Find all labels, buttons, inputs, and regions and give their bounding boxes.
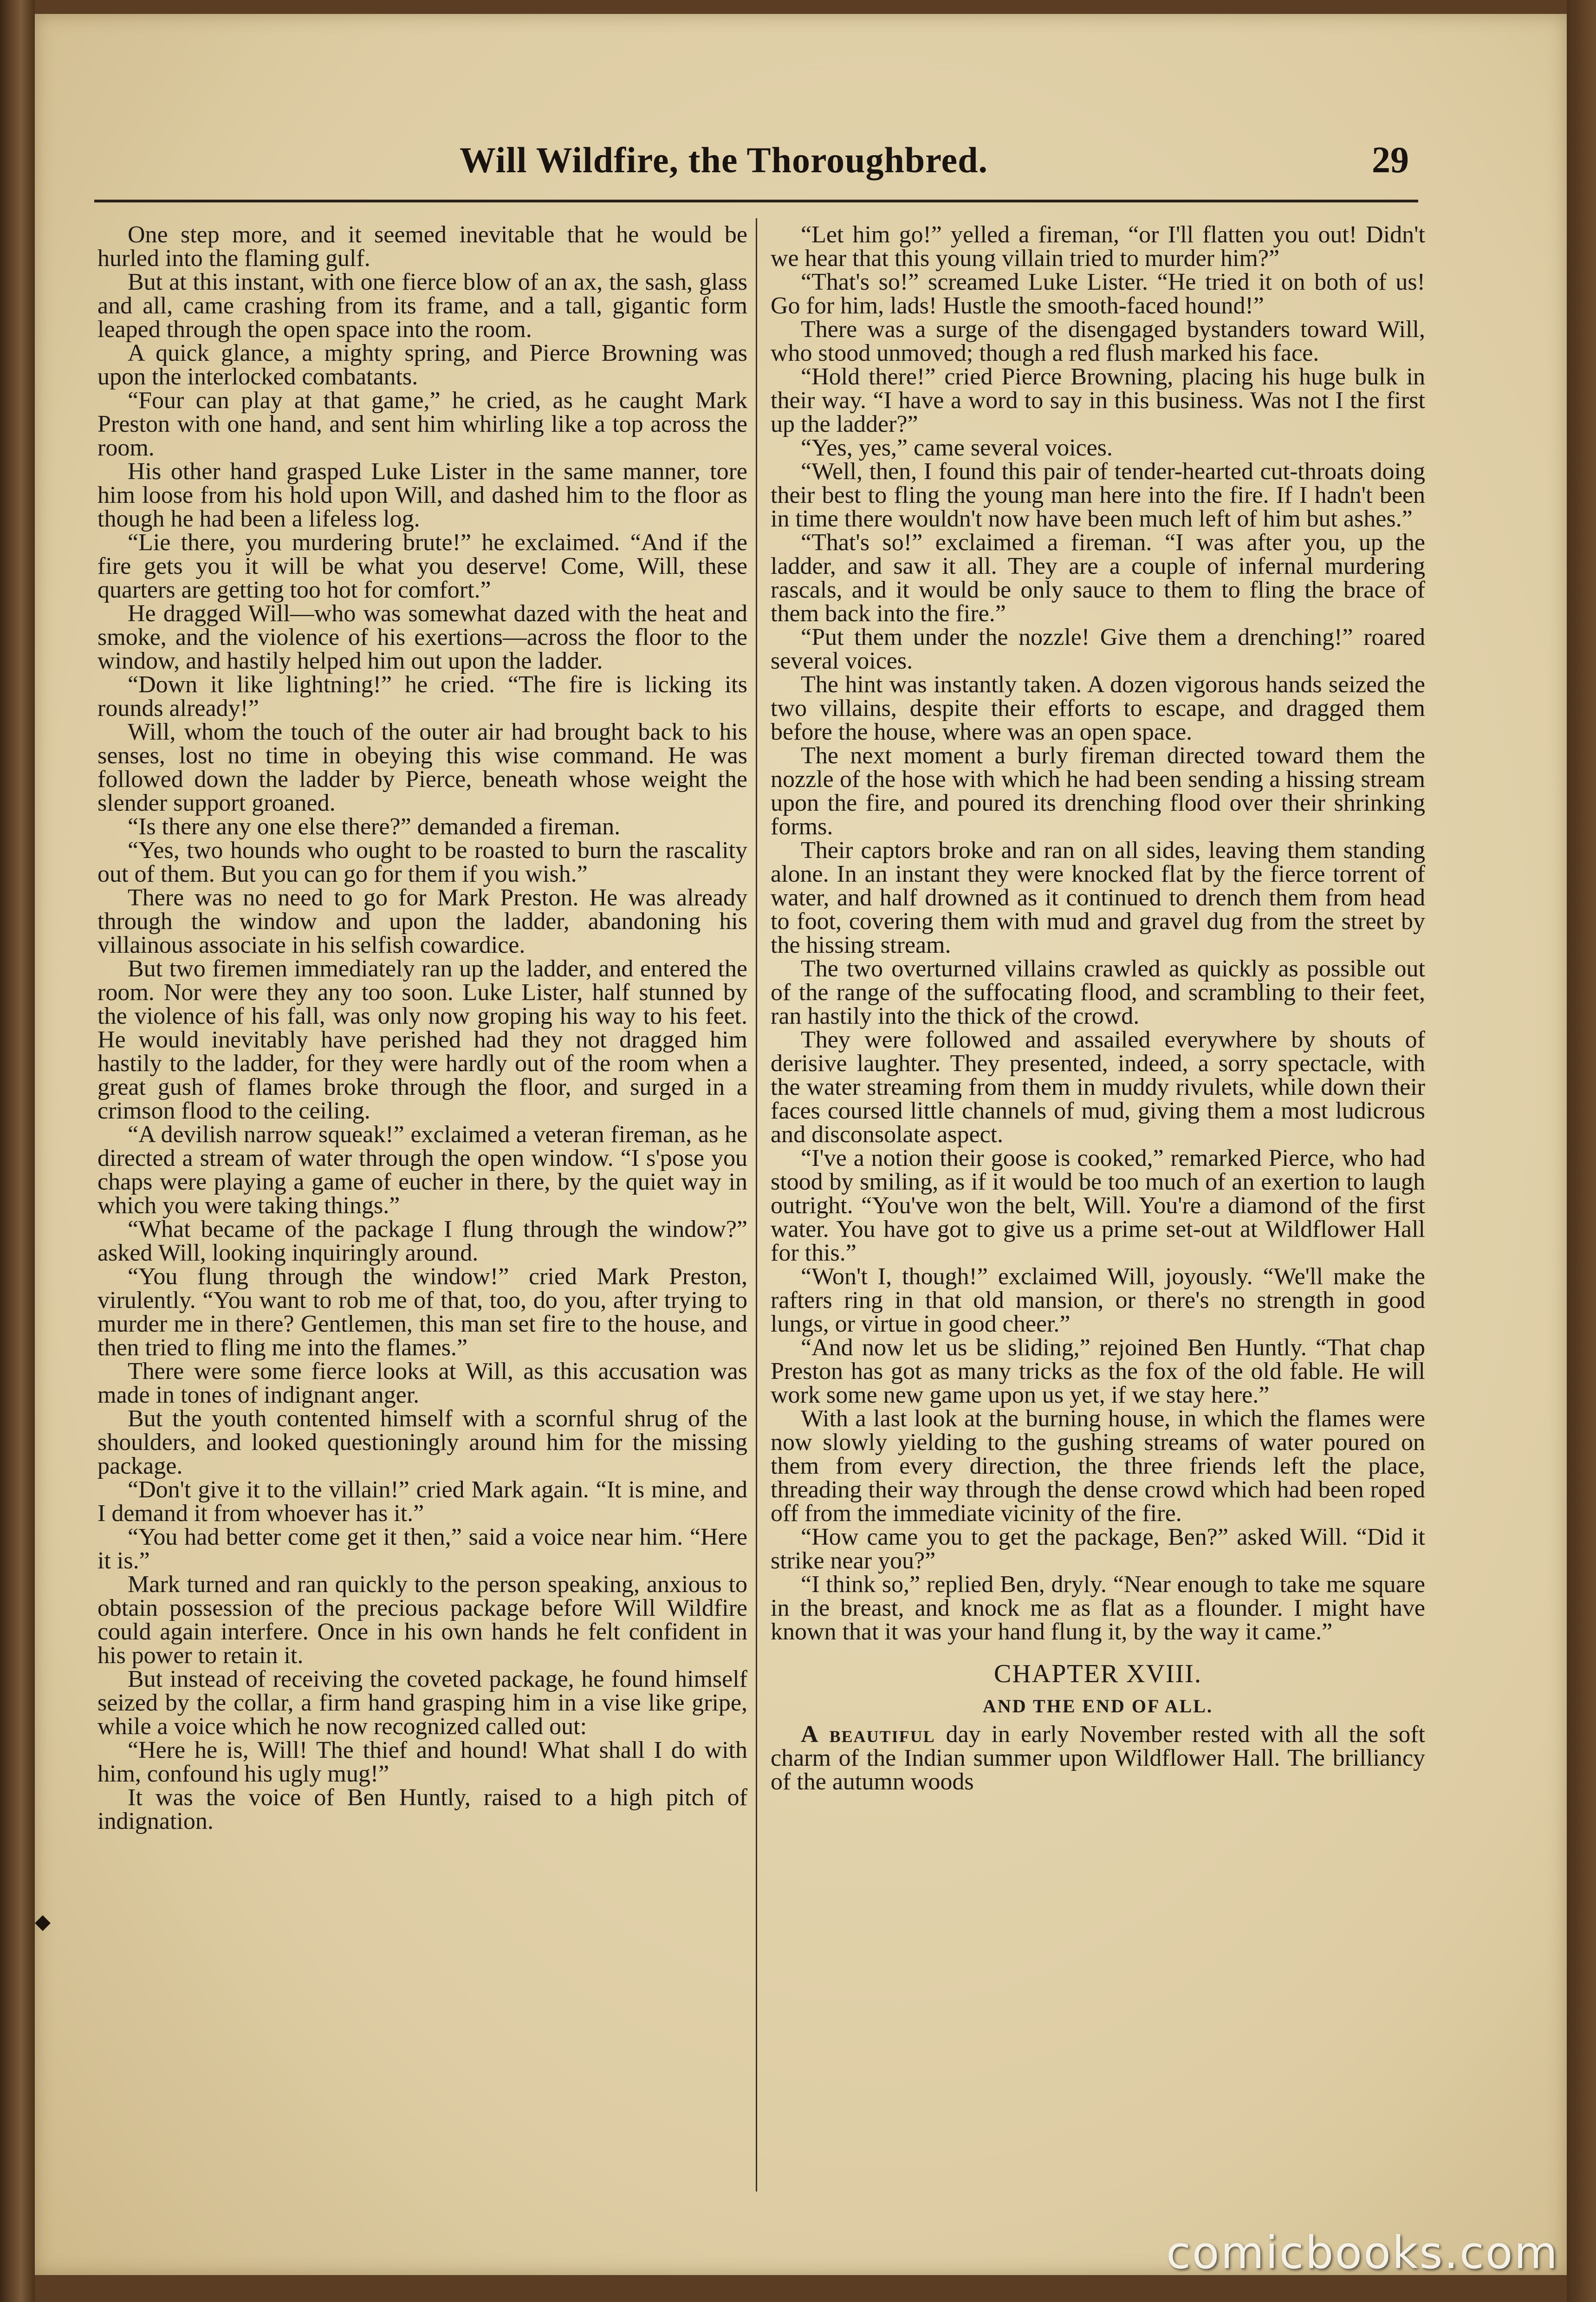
paragraph: “Let him go!” yelled a fireman, “or I'll flatten you out! Didn't we hear that this young villain tried to murder him?”	[771, 221, 1425, 272]
chapter-subheading: AND THE END OF ALL.	[983, 1696, 1213, 1717]
paragraph: There was no need to go for Mark Preston. He was already through the window and upon the ladder, abandoning his villainous associate in his selfish cowardice.	[97, 884, 747, 958]
paragraph: “Is there any one else there?” demanded a fireman.	[128, 813, 621, 840]
paragraph: Mark turned and ran quickly to the person speaking, anxious to obtain possession of the precious package before Will Wildfire could again interfere. Once in his own hands he felt confident in his power to retain it.	[97, 1571, 747, 1669]
paragraph: “You had better come get it then,” said a voice near him. “Here it is.”	[97, 1524, 747, 1574]
paragraph: He dragged Will—who was somewhat dazed with the heat and smoke, and the violence of his exertions—across the floor to the window, and hastily helped him out upon the ladder.	[97, 600, 747, 674]
paragraph: “That's so!” exclaimed a fireman. “I was after you, up the ladder, and saw it all. They are a couple of infernal murdering rascals, and it would be only sauce to them to fling the brace of them back into the fire.”	[771, 529, 1425, 627]
paragraph: But instead of receiving the coveted package, he found himself seized by the collar, a firm hand grasping him in a vise like gripe, while a voice which he now recognized called out:	[97, 1666, 747, 1740]
chapter-heading: CHAPTER XVIII.	[994, 1659, 1202, 1688]
paragraph: “What became of the package I flung through the window?” asked Will, looking inquiringly around.	[97, 1216, 747, 1266]
chapter-opening	[771, 1723, 1425, 1794]
paragraph: “I've a notion their goose is cooked,” remarked Pierce, who had stood by smiling, as if it would be too much of an exertion to laugh outright. “You've won the belt, Will. You're a diamond of the first water. You have got to give us a prime set-out at Wildflower Hall for this.”	[771, 1145, 1425, 1266]
running-title: Will Wildfire, the Thoroughbred.	[460, 140, 988, 180]
paragraph: But the youth contented himself with a scornful shrug of the shoulders, and looked questioningly around him for the missing package.	[97, 1405, 747, 1479]
paragraph: “And now let us be sliding,” rejoined Ben Huntly. “That chap Preston has got as many tricks as the fox of the old fable. He will work some new game upon us yet, if we stay here.”	[771, 1334, 1425, 1408]
page-number: 29	[1372, 140, 1409, 181]
watermark: comicbooks.com	[1166, 2227, 1559, 2279]
right-column	[771, 223, 1425, 1794]
paragraph: “Put them under the nozzle! Give them a drenching!” roared several voices.	[771, 624, 1425, 674]
paragraph: But at this instant, with one fierce blow of an ax, the sash, glass and all, came crashing from its frame, and a tall, gigantic form leaped through the open space into the room.	[97, 269, 747, 343]
paragraph: “Don't give it to the villain!” cried Mark again. “It is mine, and I demand it from whoever has it.”	[97, 1476, 747, 1527]
paragraph: It was the voice of Ben Huntly, raised to a high pitch of indignation.	[97, 1784, 747, 1834]
paragraph: “That's so!” screamed Luke Lister. “He tried it on both of us! Go for him, lads! Hustle the smooth-faced hound!”	[771, 269, 1425, 319]
paragraph: “How came you to get the package, Ben?” asked Will. “Did it strike near you?”	[771, 1524, 1425, 1574]
paragraph: One step more, and it seemed inevitable that he would be hurled into the flaming gulf.	[97, 221, 747, 272]
paragraph: With a last look at the burning house, in which the flames were now slowly yielding to the gushing streams of water poured on them from every direction, the three friends left the place, threading their way through the dense crowd which had been roped off from the immediate vicinity of the fire.	[771, 1405, 1425, 1527]
paragraph: But two firemen immediately ran up the ladder, and entered the room. Nor were they any too soon. Luke Lister, half stunned by the violence of his fall, was only now groping his way to his feet. He would inevitably have perished had they not dragged him hastily to the ladder, for they were hardly out of the room when a great gush of flames broke through the floor, and surged in a crimson flood to the ceiling.	[97, 956, 747, 1124]
paragraph: The next moment a burly fireman directed toward them the nozzle of the hose with which he had been sending a hissing stream upon the fire, and poured its drenching flood over their shrinking forms.	[771, 742, 1425, 840]
paragraph: “Yes, two hounds who ought to be roasted to burn the rascality out of them. But you can go for them if you wish.”	[97, 837, 747, 887]
paragraph: “Here he is, Will! The thief and hound! What shall I do with him, confound his ugly mug!”	[97, 1737, 747, 1787]
header-rule	[94, 200, 1418, 202]
paragraph: His other hand grasped Luke Lister in the same manner, tore him loose from his hold upon Will, and dashed him to the floor as though he had been a lifeless log.	[97, 458, 747, 532]
lead-in: A beautiful	[801, 1721, 935, 1748]
paragraph: There was a surge of the disengaged bystanders toward Will, who stood unmoved; though a red flush marked his face.	[771, 316, 1425, 366]
opening-text: day in early November rested with all the soft charm of the Indian summer upon Wildflower Hall. The brilliancy of the autumn woods	[771, 1721, 1425, 1795]
paragraph: “A devilish narrow squeak!” exclaimed a veteran fireman, as he directed a stream of water through the open window. “I s'pose you chaps were playing a game of eucher in there, by the quiet way in which you were taking things.”	[97, 1121, 747, 1219]
paragraph: A quick glance, a mighty spring, and Pierce Browning was upon the interlocked combatants.	[97, 340, 747, 390]
column-divider	[756, 218, 757, 2191]
paragraph: “Four can play at that game,” he cried, as he caught Mark Preston with one hand, and sent him whirling like a top across the room.	[97, 387, 747, 461]
paragraph: They were followed and assailed everywhere by shouts of derisive laughter. They presented, indeed, a sorry spectacle, with the water streaming from them in muddy rivulets, while down their faces coursed little channels of mud, giving them a most ludicrous and disconsolate aspect.	[771, 1027, 1425, 1148]
paragraph: “Down it like lightning!” he cried. “The fire is licking its rounds already!”	[97, 671, 747, 722]
paragraph: Their captors broke and ran on all sides, leaving them standing alone. In an instant they were knocked flat by the fierce torrent of water, and half drowned as it continued to drench them from head to foot, covering them with mud and gravel dug from the street by the hissing stream.	[771, 837, 1425, 958]
paragraph: “I think so,” replied Ben, dryly. “Near enough to take me square in the breast, and knock me as flat as a flounder. I might have known that it was your hand flung it, by the way it came.”	[771, 1571, 1425, 1645]
paragraph: “You flung through the window!” cried Mark Preston, virulently. “You want to rob me of that, too, do you, after trying to murder me in there? Gentlemen, this man set fire to the house, and then tried to fling me into the flames.”	[97, 1263, 747, 1361]
paragraph: “Well, then, I found this pair of tender-hearted cut-throats doing their best to fling the young man here into the fire. If I hadn't been in time there wouldn't now have been much left of him but ashes.”	[771, 458, 1425, 532]
left-column	[97, 223, 747, 1833]
paragraph: “Won't I, though!” exclaimed Will, joyously. “We'll make the rafters ring in that old mansion, or there's no strength in good lungs, or virtue in good cheer.”	[771, 1263, 1425, 1337]
page-edge	[1567, 0, 1596, 2302]
paragraph: “Lie there, you murdering brute!” he exclaimed. “And if the fire gets you it will be what you deserve! Come, Will, these quarters are getting too hot for comfort.”	[97, 529, 747, 603]
paragraph: “Hold there!” cried Pierce Browning, placing his huge bulk in their way. “I have a word to say in this business. Was not I the first up the ladder?”	[771, 364, 1425, 437]
paragraph: “Yes, yes,” came several voices.	[801, 435, 1113, 461]
paragraph: The two overturned villains crawled as quickly as possible out of the range of the suffocating flood, and scrambling to their feet, ran hastily into the thick of the crowd.	[771, 956, 1425, 1029]
paragraph: The hint was instantly taken. A dozen vigorous hands seized the two villains, despite their efforts to escape, and dragged them before the house, where was an open space.	[771, 671, 1425, 745]
paragraph: Will, whom the touch of the outer air had brought back to his senses, lost no time in obeying this wise command. He was followed down the ladder by Pierce, beneath whose weight the slender support groaned.	[97, 719, 747, 816]
paragraph: There were some fierce looks at Will, as this accusation was made in tones of indignant anger.	[97, 1358, 747, 1408]
book-spine	[0, 0, 35, 2302]
